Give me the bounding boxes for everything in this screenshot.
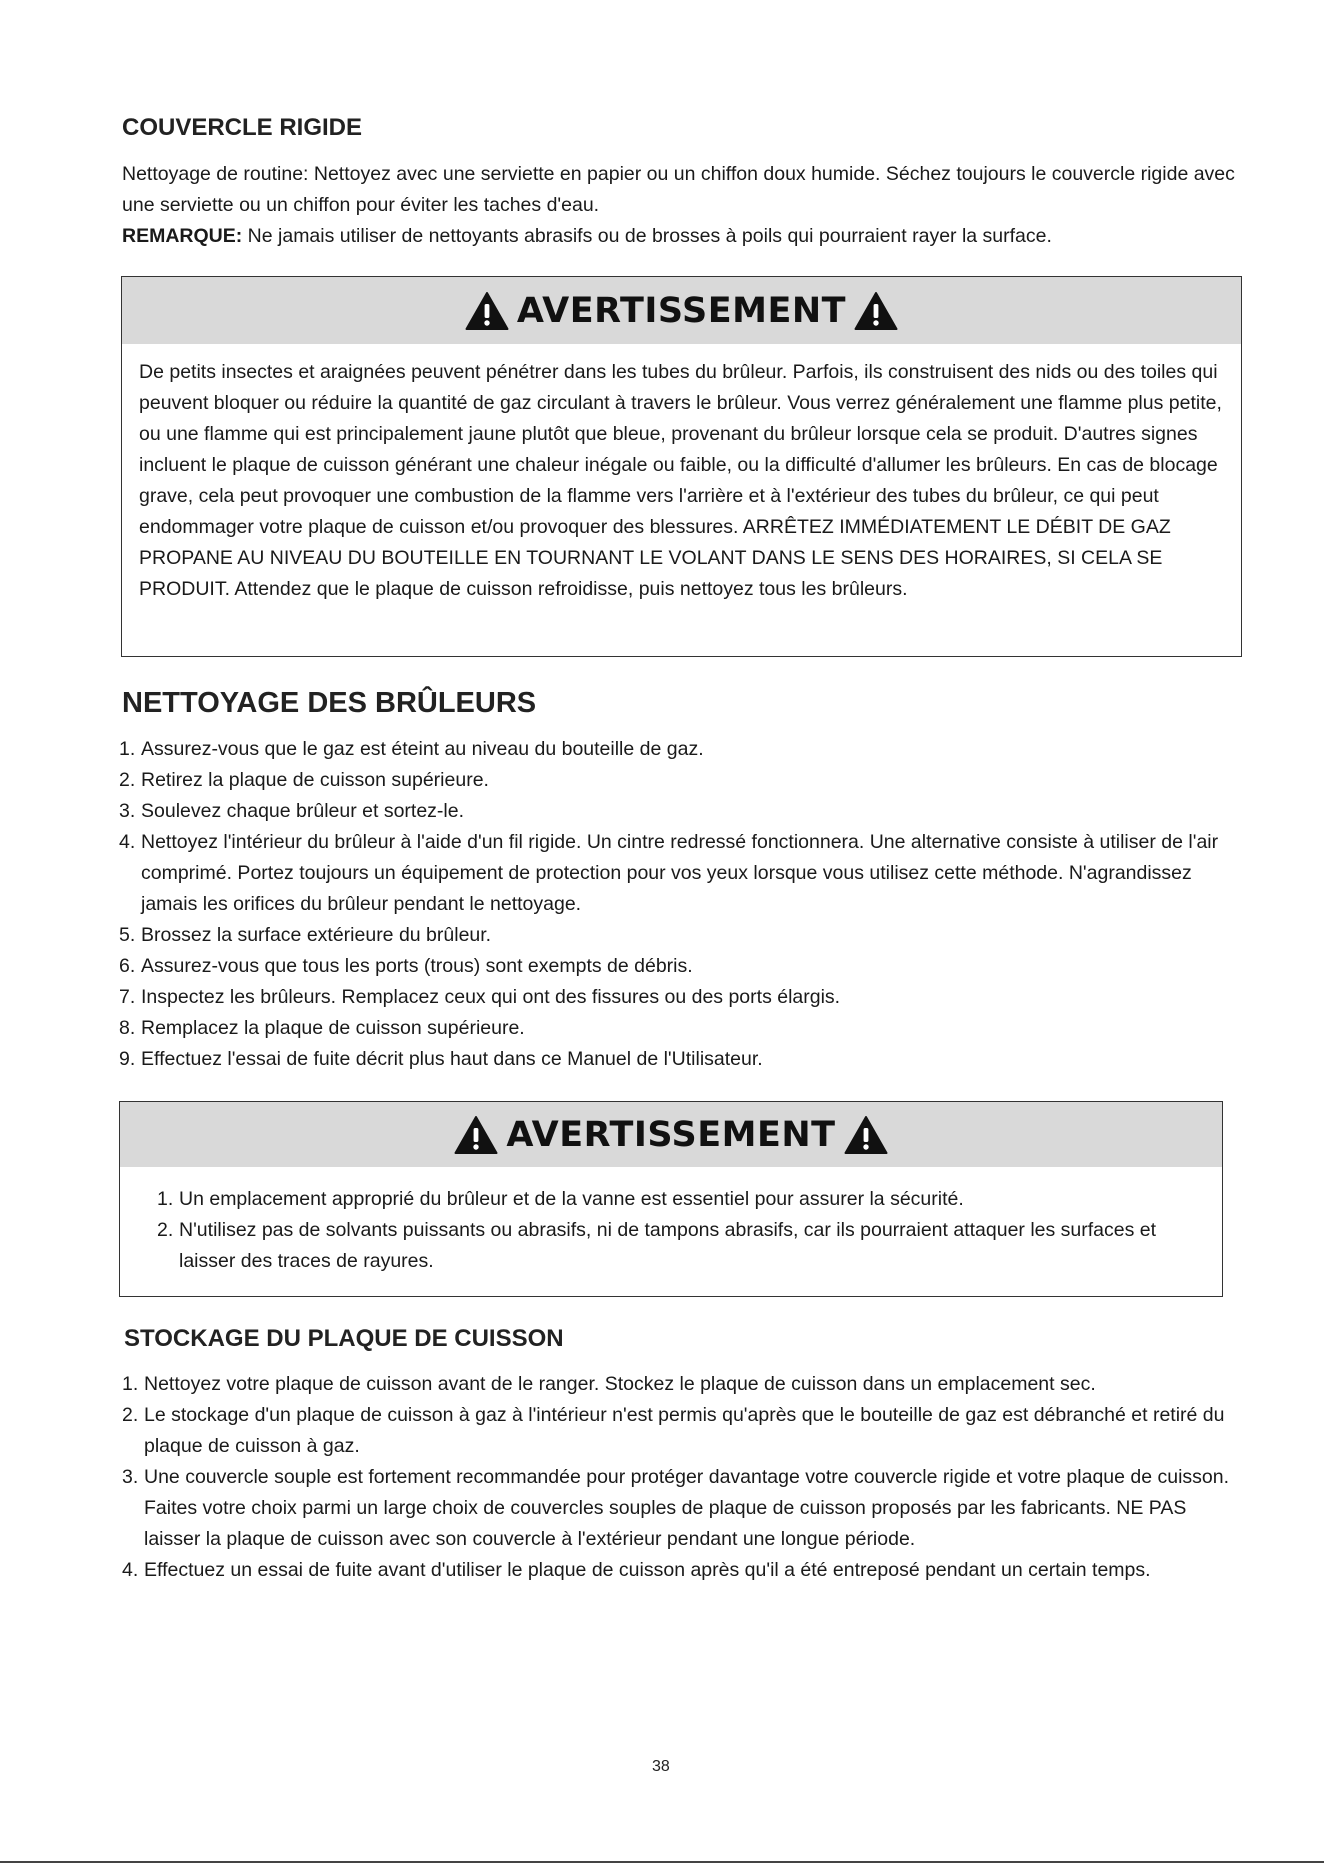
list-item: 2. Retirez la plaque de cuisson supérieure.: [119, 769, 489, 791]
warning-box-insects: [121, 276, 1242, 657]
list-item: 1. Assurez-vous que le gaz est éteint au niveau du bouteille de gaz.: [119, 738, 704, 760]
warning-triangle-icon: [844, 1115, 888, 1155]
routine-cleaning-text: Nettoyage de routine: Nettoyez avec une serviette en papier ou un chiffon doux humide. Séchez toujours le couvercle rigide avec une serviette ou un chiffon pour éviter les taches d'eau.: [122, 163, 1235, 216]
warning-header: [122, 277, 1241, 344]
list-item: 9. Effectuez l'essai de fuite décrit plus haut dans ce Manuel de l'Utilisateur.: [119, 1048, 763, 1070]
list-item: 1. Un emplacement approprié du brûleur et de la vanne est essentiel pour assurer la sécurité.: [157, 1188, 964, 1210]
list-item: 5. Brossez la surface extérieure du brûleur.: [119, 924, 492, 946]
warning-triangle-icon: [854, 291, 898, 331]
warning-box-safety: [119, 1101, 1223, 1297]
list-item: 7. Inspectez les brûleurs. Remplacez ceux qui ont des fissures ou des ports élargis.: [119, 986, 841, 1008]
list-item: 3. Soulevez chaque brûleur et sortez-le.: [119, 800, 465, 822]
stockage-steps-list: [122, 1369, 1242, 1586]
section-title-stockage: STOCKAGE DU PLAQUE DE CUISSON: [124, 1325, 564, 1352]
remarque-text: Ne jamais utiliser de nettoyants abrasifs ou de brosses à poils qui pourraient rayer la surface.: [242, 225, 1052, 247]
remarque-note: [122, 221, 1242, 252]
section-title-nettoyage-bruleurs: NETTOYAGE DES BRÛLEURS: [122, 687, 537, 719]
list-item: 6. Assurez-vous que tous les ports (trous) sont exempts de débris.: [119, 955, 693, 977]
list-item: 2. N'utilisez pas de solvants puissants ou abrasifs, ni de tampons abrasifs, car ils pourraient attaquer les surfaces et laisser des traces de rayures.: [157, 1219, 1157, 1272]
list-item: 4. Effectuez un essai de fuite avant d'utiliser le plaque de cuisson après qu'il a été entreposé pendant un certain temps.: [122, 1559, 1151, 1581]
warning-title: AVERTISSEMENT: [516, 290, 847, 331]
list-item: 4. Nettoyez l'intérieur du brûleur à l'aide d'un fil rigide. Un cintre redressé fonctionnera. Une alternative consiste à utiliser de l'air comprimé. Portez toujours un équipement de protection pour vos yeux lorsque vous utilisez cette méthode. N'agrandissez jamais les orifices du brûleur pendant le nettoyage.: [119, 831, 1219, 915]
section-title-couvercle-rigide: COUVERCLE RIGIDE: [122, 114, 363, 141]
warning-body-text: De petits insectes et araignées peuvent pénétrer dans les tubes du brûleur. Parfois, ils construisent des nids ou des toiles qui peuvent bloquer ou réduire la quantité de gaz circulant à travers le brûleur. Vous verrez généralement une flamme plus petite, ou une flamme qui est principalement jaune plutôt que bleue, provenant du brûleur lorsque cela se produit. D'autres signes incluent le plaque de cuisson générant une chaleur inégale ou faible, ou la difficulté d'allumer les brûleurs. En cas de blocage grave, cela peut provoquer une combustion de la flamme vers l'arrière et à l'extérieur des tubes du brûleur, ce qui peut endommager votre plaque de cuisson et/ou provoquer des blessures. ARRÊTEZ IMMÉDIATEMENT LE DÉBIT DE GAZ PROPANE AU NIVEAU DU BOUTEILLE EN TOURNANT LE VOLANT DANS LE SENS DES HORAIRES, SI CELA SE PRODUIT. Attendez que le plaque de cuisson refroidisse, puis nettoyez tous les brûleurs.: [139, 361, 1222, 600]
list-item: 1. Nettoyez votre plaque de cuisson avant de le ranger. Stockez le plaque de cuisson dans un emplacement sec.: [122, 1373, 1096, 1395]
warning-triangle-icon: [454, 1115, 498, 1155]
footer-divider: [0, 1861, 1324, 1863]
warning-list: [157, 1184, 1217, 1277]
page-number: 38: [652, 1758, 670, 1775]
list-item: 2. Le stockage d'un plaque de cuisson à gaz à l'intérieur n'est permis qu'après que le bouteille de gaz est débranché et retiré du plaque de cuisson à gaz.: [122, 1404, 1225, 1457]
remarque-label: REMARQUE:: [122, 225, 243, 247]
list-item: 3. Une couvercle souple est fortement recommandée pour protéger davantage votre couvercle rigide et votre plaque de cuisson. Faites votre choix parmi un large choix de couvercles souples de plaque de cuisson proposés par les fabricants. NE PAS laisser la plaque de cuisson avec son couvercle à l'extérieur pendant une longue période.: [122, 1466, 1230, 1550]
couvercle-intro: [122, 159, 1242, 252]
list-item: 8. Remplacez la plaque de cuisson supérieure.: [119, 1017, 525, 1039]
warning-header: [120, 1102, 1222, 1167]
nettoyage-steps-list: [119, 734, 1244, 1075]
warning-triangle-icon: [465, 291, 509, 331]
warning-title: AVERTISSEMENT: [506, 1114, 836, 1155]
